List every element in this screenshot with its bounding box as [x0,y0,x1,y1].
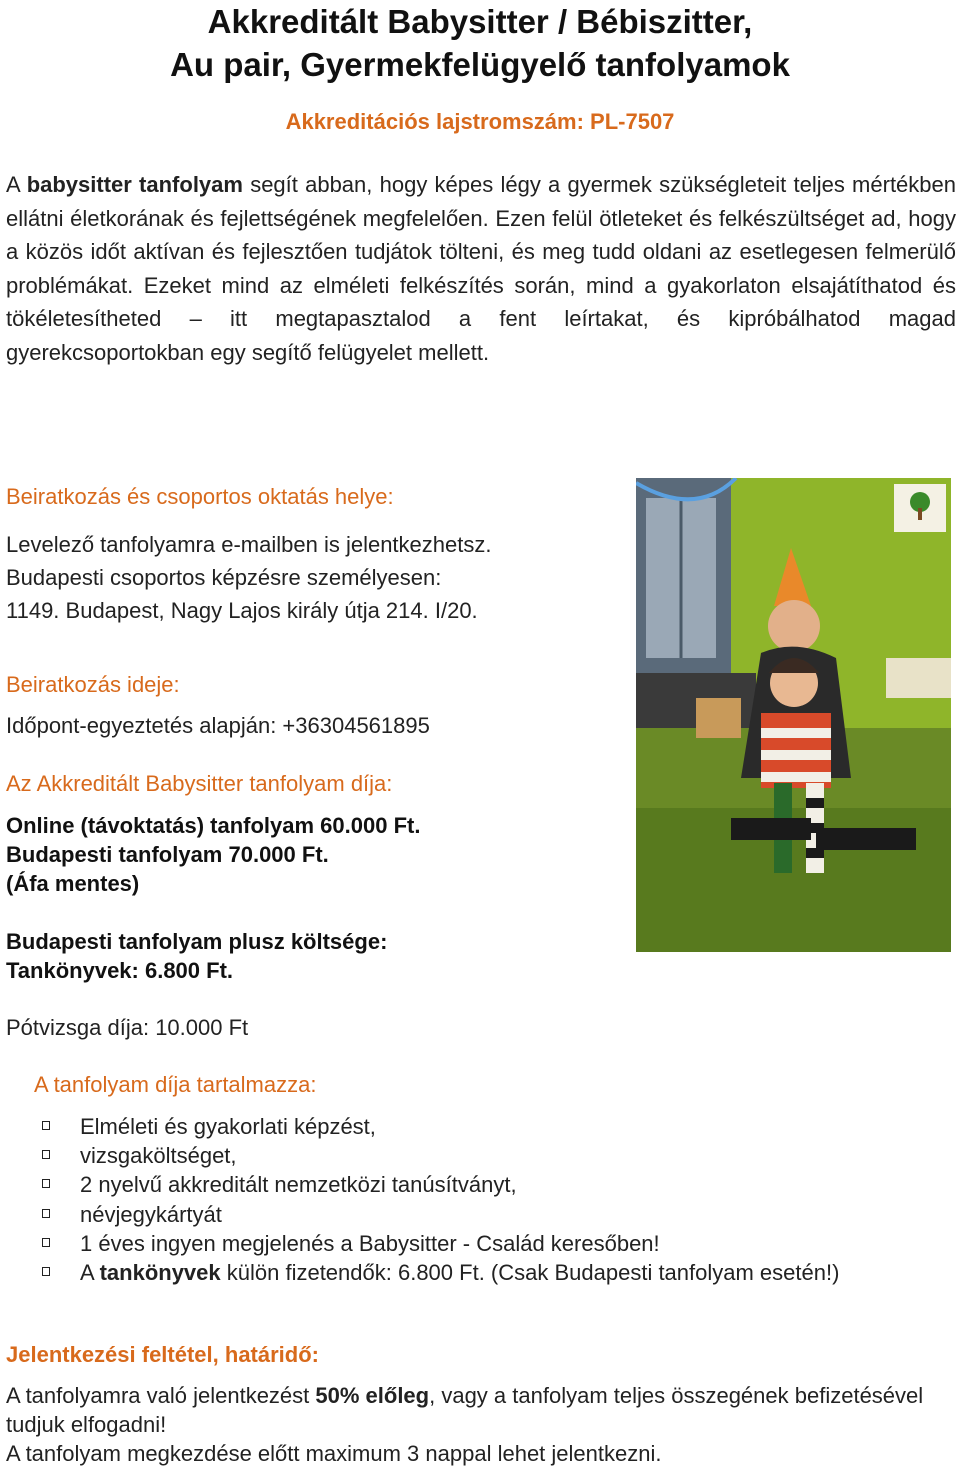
list-item-text: 2 nyelvű akkreditált nemzetközi tanúsítványt, [80,1172,517,1198]
conditions-paragraph-2: A tanfolyam megkezdése előtt maximum 3 nappal lehet jelentkezni. [6,1441,662,1466]
list-item-text: névjegykártyát [80,1201,222,1227]
location-heading: Beiratkozás és csoportos oktatás helye: [6,484,394,509]
list-item-text: vizsgaköltséget, [80,1143,237,1169]
list-item-text: Elméleti és gyakorlati képzést, [80,1114,376,1139]
page-title [0,0,960,86]
retake-fee: Pótvizsga díja: 10.000 Ft [6,1015,249,1040]
list-item [40,1200,839,1229]
fee-vat-note: (Áfa mentes) [6,871,140,896]
checkbox-bullet-icon [42,1121,50,1130]
fee-budapest: Budapesti tanfolyam 70.000 Ft. [6,842,329,867]
time-heading: Beiratkozás ideje: [6,672,180,697]
intro-prefix: A [6,172,27,197]
list-item [40,1170,839,1199]
includes-heading: A tanfolyam díja tartalmazza: [34,1072,317,1097]
list-item [40,1229,839,1258]
fee-online: Online (távoktatás) tanfolyam 60.000 Ft. [6,813,421,838]
conditions-p1-a: A tanfolyamra való jelentkezést [6,1383,316,1408]
intro-paragraph [6,168,956,369]
list-item [40,1141,839,1170]
checkbox-bullet-icon [42,1238,50,1247]
list-item [40,1112,839,1141]
location-line-2: Budapesti csoportos képzésre személyesen: [6,565,442,590]
list-item-rest: külön fizetendők: 6.800 Ft. (Csak Budapesti tanfolyam esetén!) [220,1260,840,1286]
extra-cost-books: Tankönyvek: 6.800 Ft. [6,958,234,983]
conditions-p1-b: , vagy a tanfolyam teljes összegének befizetésével tudjuk elfogadni! [6,1383,924,1437]
title-line-1: Akkreditált Babysitter / Bébiszitter, [207,3,753,40]
list-item-bold: tankönyvek [99,1260,221,1286]
children-photo [636,478,951,952]
list-item-text: 1 éves ingyen megjelenés a Babysitter - Család keresőben! [80,1230,660,1256]
conditions-heading: Jelentkezési feltétel, határidő: [6,1342,319,1367]
photo-illustration [636,478,951,952]
intro-rest: segít abban, hogy képes légy a gyermek szükségleteit teljes mértékben ellátni életkorának és fejlettségének megfelelően. Ezen felül ötleteket és felkészültséget ad, hogy a közös időt aktívan és fejlesztően tudjátok tölteni, és meg tudd oldani az esetlegesen felmerülő problémákat. Ezeket mind az elméleti felkészítés során, mind a gyakorlaton elsajátíthatod és tökéletesítheted – itt megtapasztalod a fent leírtakat, és kipróbálhatod magad gyerekcsoportokban egy segítő felügyelet mellett. [6,172,956,365]
location-line-1: Levelező tanfolyamra e-mailben is jelentkezhetsz. [6,532,492,557]
includes-list [40,1112,839,1287]
intro-bold: babysitter tanfolyam [26,172,243,197]
conditions-text [6,1381,956,1468]
checkbox-bullet-icon [42,1150,50,1159]
checkbox-bullet-icon [42,1209,50,1218]
conditions-paragraph-1 [6,1381,956,1439]
extra-cost-heading: Budapesti tanfolyam plusz költsége: [6,929,388,954]
registration-number: Akkreditációs lajstromszám: PL-7507 [285,109,675,134]
fee-heading: Az Akkreditált Babysitter tanfolyam díja: [6,771,393,796]
title-line-2: Au pair, Gyermekfelügyelő tanfolyamok [170,46,790,83]
list-item [40,1258,839,1287]
time-text: Időpont-egyeztetés alapján: +36304561895 [6,713,430,738]
conditions-p1-bold: 50% előleg [315,1383,430,1408]
location-address: 1149. Budapest, Nagy Lajos király útja 214. I/20. [6,598,478,623]
checkbox-bullet-icon [42,1267,50,1276]
checkbox-bullet-icon [42,1179,50,1188]
list-item-prefix: A [80,1260,100,1286]
